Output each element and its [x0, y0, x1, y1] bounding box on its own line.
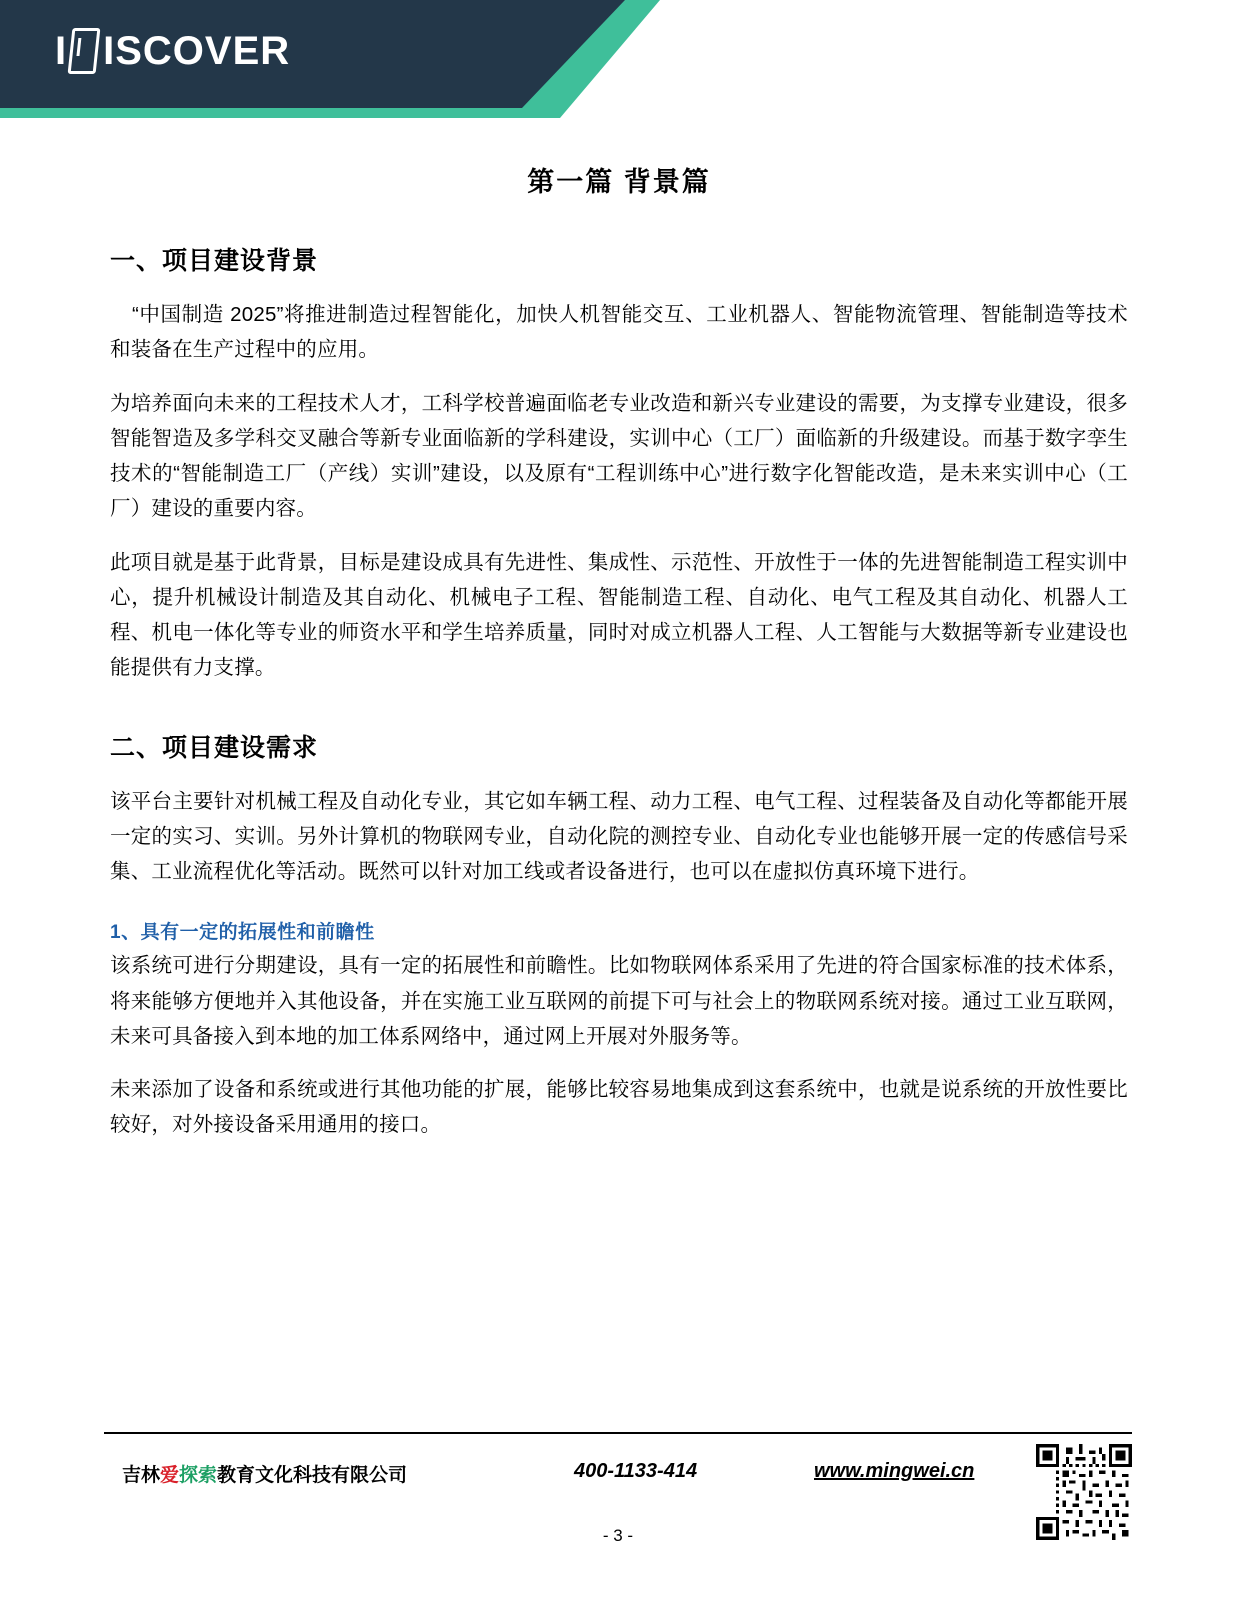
brand-logo: [55, 28, 290, 74]
logo-letter-i: I: [55, 28, 68, 73]
page-number: - 3 -: [602, 1526, 634, 1545]
company-name-red: 爱: [160, 1465, 180, 1486]
paragraph: 该系统可进行分期建设，具有一定的拓展性和前瞻性。比如物联网体系采用了先进的符合国家标准的技术体系，将来能够方便地并入其他设备，并在实施工业互联网的前提下可与社会上的物联网系统对接。通过工业互联网，未来可具备接入到本地的加工体系网络中，通过网上开展对外服务等。: [110, 954, 1128, 1048]
subsection-heading-1: 1、具有一定的拓展性和前瞻性: [110, 922, 375, 944]
paragraph: “中国制造 2025”将推进制造过程智能化，加快人机智能交互、工业机器人、智能物流管理、智能制造等技术和装备在生产过程中的应用。: [110, 303, 1128, 362]
footer-content: [104, 1448, 1132, 1518]
company-name-green: 探索: [179, 1465, 218, 1486]
section-heading-2: 二、项目建设需求: [110, 733, 319, 762]
company-name-part1: 吉林: [122, 1465, 161, 1486]
footer-phone: 400-1133-414: [574, 1460, 698, 1482]
page-header: [0, 0, 1236, 118]
paragraph: 该平台主要针对机械工程及自动化专业，其它如车辆工程、动力工程、电气工程、过程装备及自动化等都能开展一定的实习、实训。另外计算机的物联网专业，自动化院的测控专业、自动化专业也能够开展一定的传感信号采集、工业流程优化等活动。既然可以针对加工线或者设备进行，也可以在虚拟仿真环境下进行。: [110, 789, 1128, 883]
page-title: 第一篇 背景篇: [527, 167, 711, 197]
company-name-part2: 教育文化科技有限公司: [217, 1465, 408, 1486]
page-body: [0, 118, 1236, 1161]
footer-website-link[interactable]: www.mingwei.cn: [814, 1460, 975, 1482]
paragraph: 为培养面向未来的工程技术人才，工科学校普遍面临老专业改造和新兴专业建设的需要，为支撑专业建设，很多智能智造及多学科交叉融合等新专业面临新的学科建设，实训中心（工厂）面临新的升级建设。而基于数字孪生技术的“智能制造工厂（产线）实训”建设，以及原有“工程训练中心”进行数字化智能改造，是未来实训中心（工厂）建设的重要内容。: [110, 391, 1128, 521]
content-column: [0, 160, 1236, 1143]
paragraph: 此项目就是基于此背景，目标是建设成具有先进性、集成性、示范性、开放性于一体的先进智能制造工程实训中心，提升机械设计制造及其自动化、机械电子工程、智能制造工程、自动化、电气工程及其自动化、机器人工程、机电一体化等专业的师资水平和学生培养质量，同时对成立机器人工程、人工智能与大数据等新专业建设也能提供有力支撑。: [110, 550, 1128, 680]
section-heading-1: 一、项目建设背景: [110, 247, 319, 275]
logo-wordmark: ISCOVER: [103, 28, 291, 73]
paragraph: 未来添加了设备和系统或进行其他功能的扩展，能够比较容易地集成到这套系统中，也就是说系统的开放性要比较好，对外接设备采用通用的接口。: [110, 1078, 1128, 1137]
page-footer: [0, 1432, 1236, 1600]
logo-d-mark-icon: [68, 28, 101, 74]
footer-company-name: [122, 1460, 407, 1487]
footer-divider: [104, 1432, 1132, 1434]
